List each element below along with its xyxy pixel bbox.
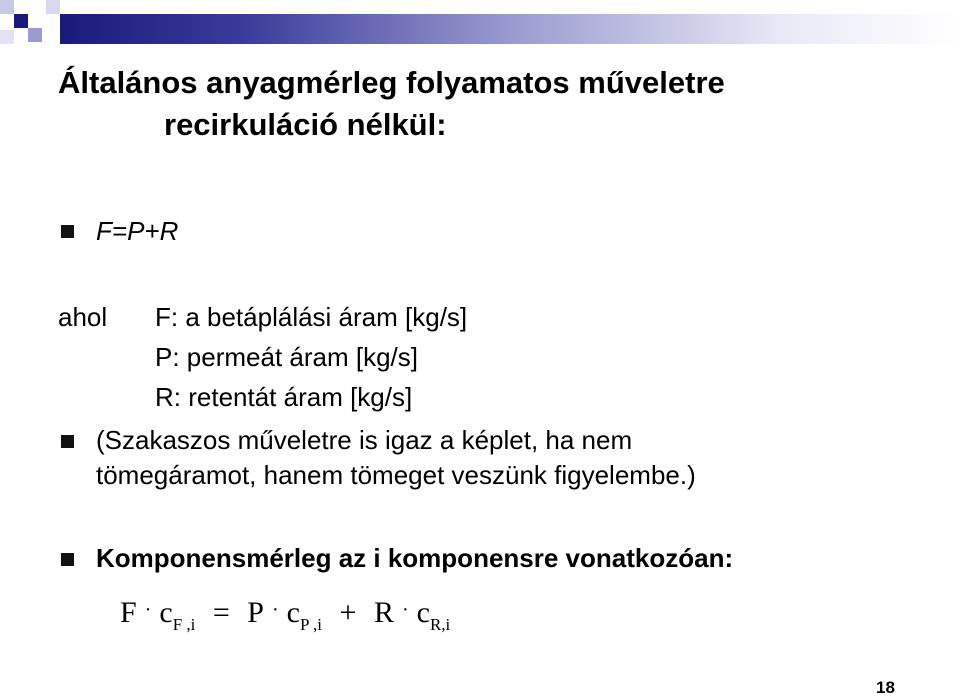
- component-heading: Komponensmérleg az i komponensre vonatkozóan:: [96, 543, 734, 573]
- eq-sub-R: R,i: [429, 615, 451, 634]
- eq-dot: ·: [401, 599, 409, 621]
- eq-plus: +: [339, 596, 357, 629]
- def-feed: F: a betáplálási áram [kg/s]: [155, 302, 468, 332]
- component-balance-equation: [120, 596, 451, 634]
- eq-sub-P: P ,i: [299, 615, 323, 634]
- eq-dot: ·: [144, 599, 152, 621]
- page-number: 18: [876, 678, 895, 697]
- bullet-square-icon: [61, 553, 74, 566]
- header-square-5: [0, 30, 14, 44]
- bullet-square-icon: [61, 225, 74, 238]
- eq-cR: c: [416, 596, 430, 629]
- ahol-label: ahol: [58, 302, 108, 332]
- eq-P: P: [247, 596, 264, 629]
- header-square-1: [0, 0, 14, 14]
- header-gradient-bar: [60, 14, 960, 44]
- bullet-mass-balance: F=P+R: [96, 216, 179, 246]
- eq-sub-F: F ,i: [172, 615, 196, 634]
- title-line-1: Általános anyagmérleg folyamatos műveletre: [58, 65, 725, 100]
- note-line-1: (Szakaszos műveletre is igaz a képlet, ha nem: [96, 425, 633, 455]
- def-retentate: R: retentát áram [kg/s]: [155, 382, 413, 412]
- header-square-3: [28, 28, 42, 42]
- header-square-2: [14, 14, 28, 28]
- eq-F: F: [120, 596, 137, 629]
- title-line-2: recirkuláció nélkül:: [164, 107, 447, 142]
- header-square-4: [46, 0, 60, 14]
- def-permeate: P: permeát áram [kg/s]: [155, 342, 418, 372]
- eq-cP: c: [286, 596, 300, 629]
- eq-R: R: [373, 596, 394, 629]
- eq-dot: ·: [271, 599, 279, 621]
- bullet-square-icon: [61, 435, 74, 448]
- note-line-2: tömegáramot, hanem tömeget veszünk figyelembe.): [96, 460, 696, 490]
- eq-equals: =: [212, 596, 230, 629]
- eq-cF: c: [159, 596, 173, 629]
- slide-title: [58, 62, 938, 146]
